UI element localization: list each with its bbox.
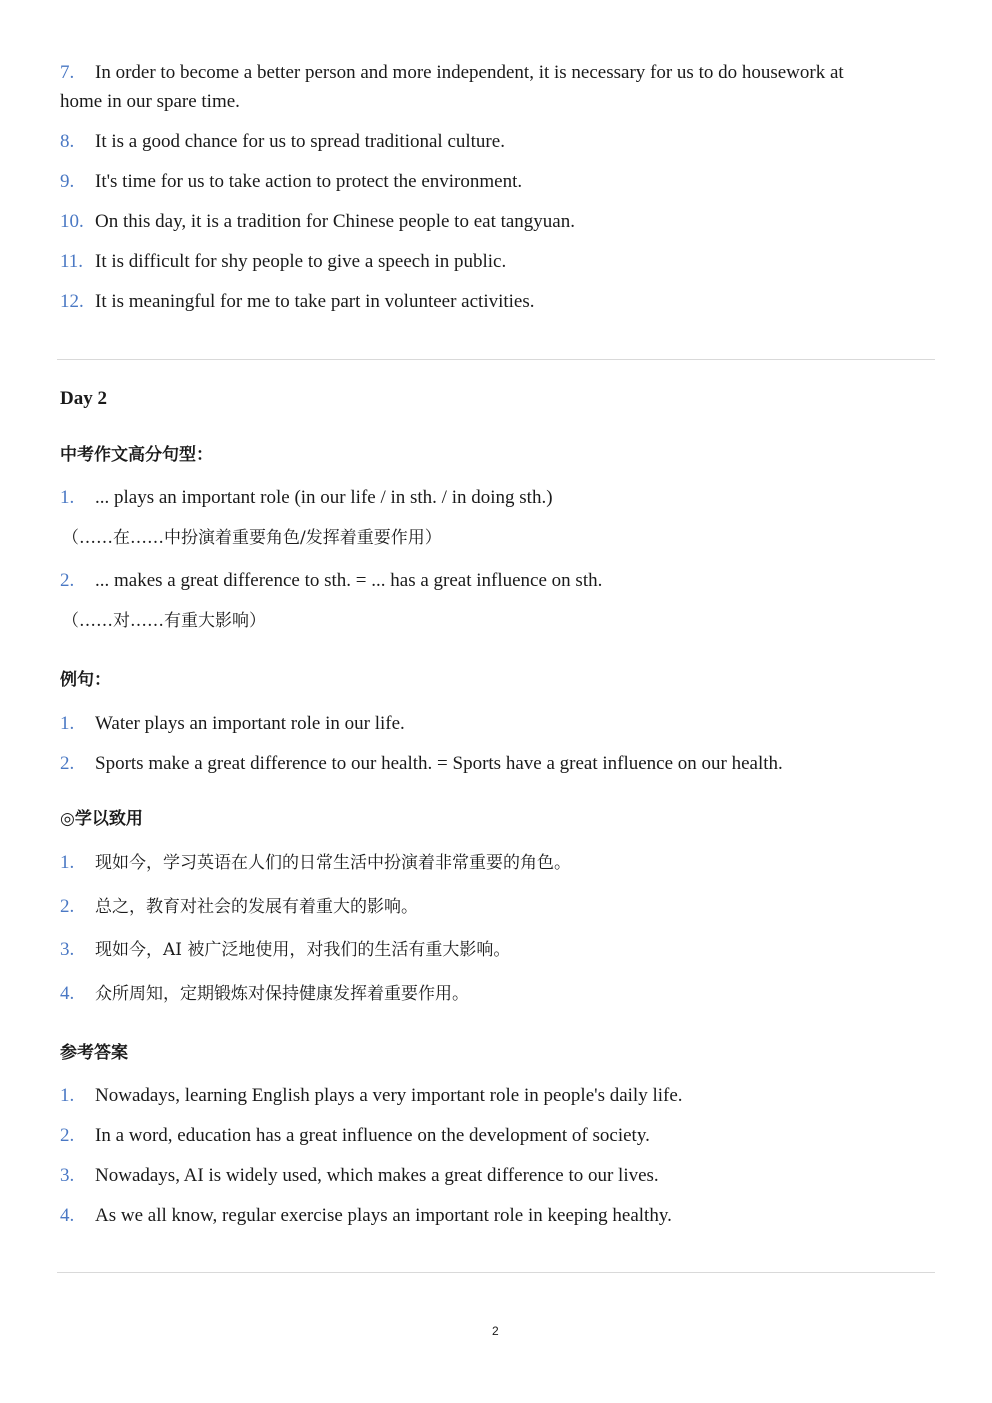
- list-number: 3.: [60, 1165, 75, 1186]
- page-number: 2: [492, 1324, 499, 1338]
- answer-item: [60, 1124, 650, 1148]
- practice-heading: ◎学以致用: [60, 809, 143, 829]
- example-item: [60, 752, 783, 776]
- section-divider: [57, 1272, 935, 1273]
- list-item-continuation: [60, 90, 240, 114]
- practice-text: 现如今，AI 被广泛地使用，对我们的生活有重大影响。: [95, 940, 511, 960]
- pattern-gloss: （……对……有重大影响）: [62, 611, 266, 631]
- list-number: 1.: [60, 852, 75, 873]
- list-number: 4.: [60, 1205, 75, 1226]
- answer-text: Nowadays, learning English plays a very important role in people's daily life.: [95, 1085, 683, 1106]
- pattern-text: ... makes a great difference to sth. = ... has a great influence on sth.: [95, 570, 603, 591]
- answer-text: Nowadays, AI is widely used, which makes a great difference to our lives.: [95, 1165, 659, 1186]
- list-text: On this day, it is a tradition for Chinese people to eat tangyuan.: [95, 211, 575, 232]
- list-number: 1.: [60, 713, 75, 734]
- practice-item: [60, 895, 418, 919]
- list-item: [60, 250, 506, 274]
- list-number: 2.: [60, 1125, 75, 1146]
- list-item: [60, 61, 844, 85]
- pattern-gloss: （……在……中扮演着重要角色/发挥着重要作用）: [62, 528, 442, 548]
- answer-item: [60, 1084, 683, 1108]
- practice-item: [60, 982, 469, 1006]
- practice-item: [60, 938, 510, 962]
- section-title: Day 2: [60, 388, 107, 409]
- patterns-heading: 中考作文高分句型：: [60, 445, 213, 465]
- list-number: 12.: [60, 291, 84, 312]
- section-divider: [57, 359, 935, 360]
- pattern-item: [60, 569, 602, 593]
- practice-text: 现如今，学习英语在人们的日常生活中扮演着非常重要的角色。: [95, 853, 571, 873]
- list-number: 8.: [60, 131, 75, 152]
- example-item: [60, 712, 405, 736]
- list-item: [60, 130, 505, 154]
- answer-text: As we all know, regular exercise plays an important role in keeping healthy.: [95, 1205, 672, 1226]
- list-text: It is a good chance for us to spread traditional culture.: [95, 131, 505, 152]
- answer-text: In a word, education has a great influence on the development of society.: [95, 1125, 650, 1146]
- pattern-text: ... plays an important role (in our life / in sth. / in doing sth.): [95, 487, 553, 508]
- list-number: 3.: [60, 939, 75, 960]
- list-number: 2.: [60, 896, 75, 917]
- list-item: [60, 210, 575, 234]
- list-number: 4.: [60, 983, 75, 1004]
- list-number: 2.: [60, 570, 75, 591]
- pattern-item: [60, 486, 553, 510]
- practice-item: [60, 851, 571, 875]
- list-text: It's time for us to take action to protect the environment.: [95, 171, 523, 192]
- list-text: In order to become a better person and more independent, it is necessary for us to do housework at: [95, 62, 844, 83]
- answer-item: [60, 1204, 672, 1228]
- list-item: [60, 170, 522, 194]
- practice-text: 众所周知，定期锻炼对保持健康发挥着重要作用。: [95, 984, 469, 1004]
- list-number: 7.: [60, 62, 75, 83]
- practice-text: 总之，教育对社会的发展有着重大的影响。: [95, 897, 418, 917]
- answer-item: [60, 1164, 659, 1188]
- list-text: home in our spare time.: [60, 91, 240, 112]
- list-number: 11.: [60, 251, 84, 272]
- list-number: 2.: [60, 753, 75, 774]
- list-text: It is meaningful for me to take part in volunteer activities.: [95, 291, 535, 312]
- list-number: 10.: [60, 211, 84, 232]
- list-number: 1.: [60, 487, 75, 508]
- example-text: Sports make a great difference to our health. = Sports have a great influence on our health.: [95, 753, 783, 774]
- list-number: 1.: [60, 1085, 75, 1106]
- list-number: 9.: [60, 171, 75, 192]
- list-text: It is difficult for shy people to give a speech in public.: [95, 251, 507, 272]
- example-text: Water plays an important role in our life.: [95, 713, 405, 734]
- list-item: [60, 290, 535, 314]
- examples-heading: 例句：: [60, 670, 111, 690]
- answers-heading: 参考答案: [60, 1043, 128, 1063]
